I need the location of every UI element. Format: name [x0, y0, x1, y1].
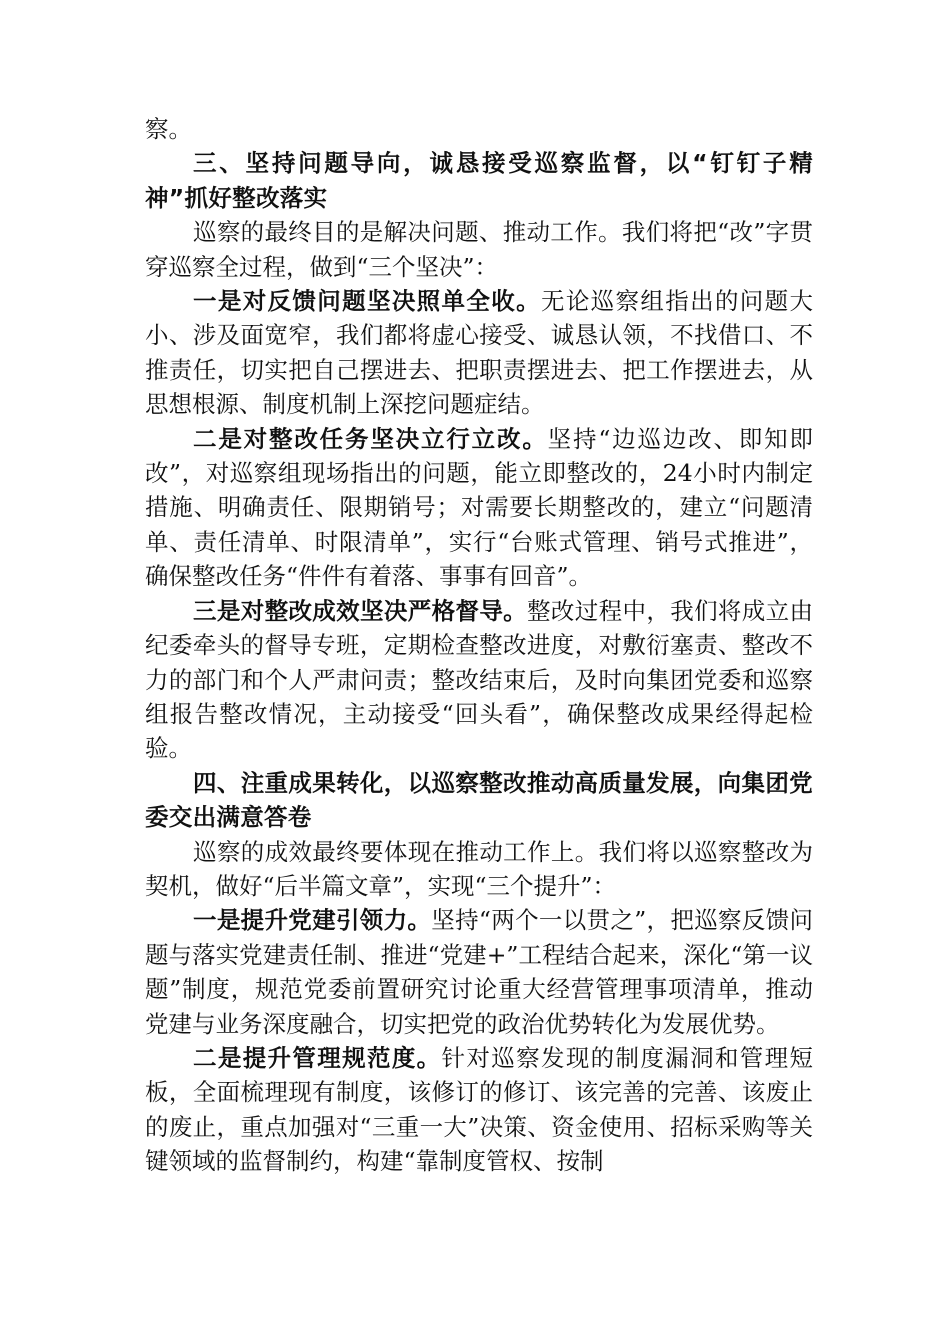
section-3-item-1 — [145, 284, 813, 422]
item-lead: 二是对整改任务坚决立行立改。 — [193, 424, 548, 453]
section-4-item-1 — [145, 903, 813, 1041]
item-body: 针对巡察发现的制度漏洞和管理短板，全面梳理现有制度，该修订的修订、该完善的完善、该废止的废止，重点加强对“三重一大”决策、资金使用、招标采购等关键领域的监督制约，构建“靠制度管权、按制 — [145, 1043, 814, 1176]
item-body: 无论巡察组指出的问题大小、涉及面宽窄，我们都将虚心接受、诚恳认领，不找借口、不推责任，切实把自己摆进去、把职责摆进去、把工作摆进去，从思想根源、制度机制上深挖问题症结。 — [145, 287, 814, 419]
item-lead: 二是提升管理规范度。 — [193, 1043, 442, 1072]
section-3-heading: 三、坚持问题导向，诚恳接受巡察监督，以“钉钉子精神”抓好整改落实 — [145, 149, 813, 212]
section-3-intro: 巡察的最终目的是解决问题、推动工作。我们将把“改”字贯穿巡察全过程，做到“三个坚决”： — [145, 218, 813, 281]
section-4-item-2 — [145, 1041, 813, 1179]
section-3-item-2 — [145, 422, 813, 594]
carryover-paragraph: 察。 — [145, 115, 192, 143]
item-body: 坚持“两个一以贯之”，把巡察反馈问题与落实党建责任制、推进“党建+”工程结合起来，深化“第一议题”制度，规范党委前置研究讨论重大经营管理事项清单，推动党建与业务深度融合，切实把党的政治优势转化为发展优势。 — [145, 906, 814, 1038]
section-3-item-3 — [145, 594, 813, 766]
item-lead: 一是提升党建引领力。 — [193, 906, 432, 935]
document-body — [145, 112, 813, 1179]
item-body: 整改过程中，我们将成立由纪委牵头的督导专班，定期检查整改进度，对敷衍塞责、整改不力的部门和个人严肃问责；整改结束后，及时向集团党委和巡察组报告整改情况，主动接受“回头看”，确保整改成果经得起检验。 — [145, 596, 814, 763]
item-lead: 三是对整改成效坚决严格督导。 — [193, 596, 528, 625]
section-4-heading: 四、注重成果转化，以巡察整改推动高质量发展，向集团党委交出满意答卷 — [145, 768, 813, 832]
item-body: 坚持“边巡边改、即知即改”，对巡察组现场指出的问题，能立即整改的，24小时内制定措施、明确责任、限期销号；对需要长期整改的，建立“问题清单、责任清单、时限清单”，实行“台账式管理、销号式推进”，确保整改任务“件件有着落、事事有回音”。 — [145, 424, 814, 591]
section-4-intro: 巡察的成效最终要体现在推动工作上。我们将以巡察整改为契机，做好“后半篇文章”，实现“三个提升”： — [145, 837, 813, 900]
item-lead: 一是对反馈问题坚决照单全收。 — [193, 287, 541, 316]
